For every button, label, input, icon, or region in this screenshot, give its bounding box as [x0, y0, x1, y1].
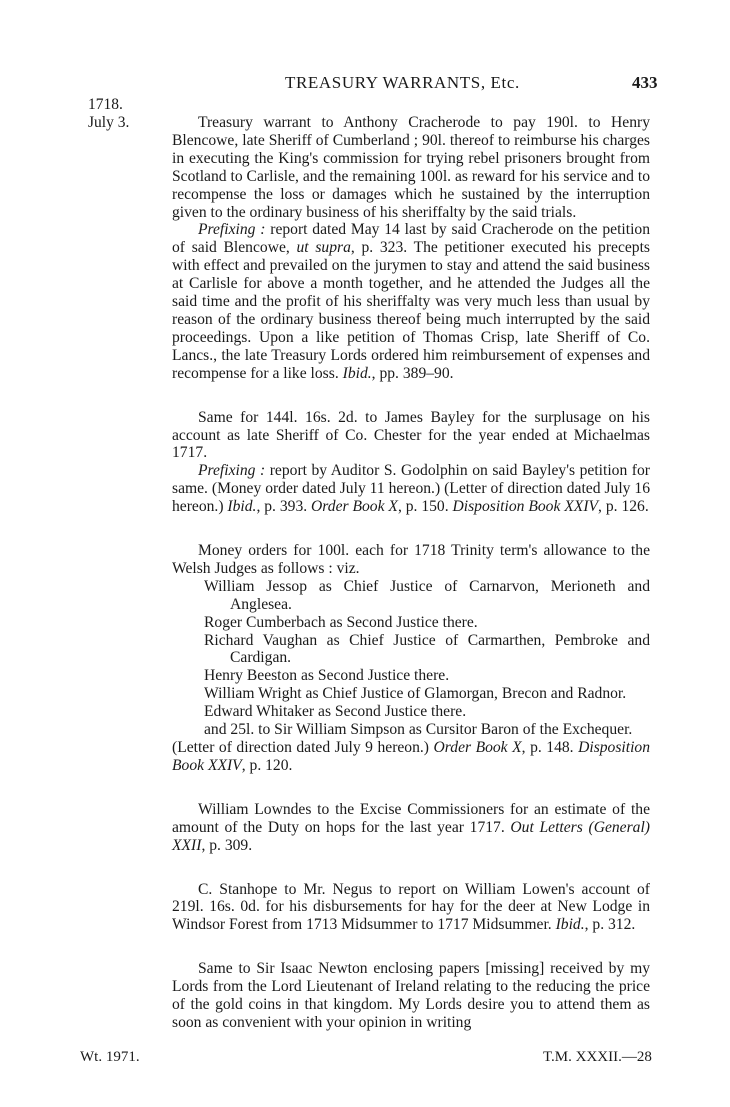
- disposition-book-ref: Disposition Book XXIV: [452, 498, 599, 516]
- judge-list-item: William Wright as Chief Justice of Glamorgan, Brecon and Radnor.: [204, 685, 627, 703]
- ibid-ref: Ibid.: [555, 916, 585, 934]
- page-number: 433: [632, 73, 658, 92]
- cracherode-warrant-text: Treasury warrant to Anthony Cracherode to pay 190l. to Henry Blencowe, late Sheriff of Cumberland ; 90l. thereof to reimburse his charges in executing the King's commission for trying rebel prisoners brought from Scotland to Carlisle, and the remaining 100l. as reward for his service and to recompense the loss or damages which he sustained by the interruption given to the ordinary business of his sheriffalty by the said trials.: [172, 114, 650, 221]
- judge-list-item: Henry Beeston as Second Justice there.: [204, 667, 450, 685]
- footer-signature-mark: T.M. XXXII.—28: [543, 1049, 652, 1065]
- footer-print-mark: Wt. 1971.: [80, 1049, 140, 1065]
- bayley-warrant-text: Same for 144l. 16s. 2d. to James Bayley for the surplusage on his account as late Sheriff of Co. Chester for the year ended at Michaelmas 1717.: [172, 408, 650, 462]
- lowndes-letter-paragraph: [172, 801, 650, 855]
- page-header-title: TREASURY WARRANTS, Etc.: [285, 73, 520, 92]
- judge-list-item: Roger Cumberbach as Second Justice there.: [204, 613, 478, 631]
- judge-list-item: and 25l. to Sir William Simpson as Cursitor Baron of the Exchequer.: [204, 721, 633, 739]
- out-letters-ref: Out Letters (General) XXII: [172, 818, 650, 854]
- stanhope-letter-text: C. Stanhope to Mr. Negus to report on William Lowen's account of 219l. 16s. 0d. for his disbursements for hay for the deer at New Lodge in Windsor Forest from 1713 Midsummer to 1717 Midsummer.: [172, 880, 650, 934]
- page-ref: , p. 309.: [201, 836, 253, 854]
- newton-letter-text: Same to Sir Isaac Newton enclosing papers [missing] received by my Lords from the Lord Lieutenant of Ireland relating to the reducing the price of the gold coins in that kingdom. My Lords desire you to attend them as soon as convenient with your opinion in writing: [172, 960, 650, 1031]
- page-ref: , p. 150.: [397, 498, 453, 516]
- judge-list-item: Edward Whitaker as Second Justice there.: [204, 703, 467, 721]
- page-ref: , p. 120.: [241, 756, 293, 774]
- page-ref: , p. 126.: [598, 498, 649, 516]
- page-ref: , p. 148.: [521, 739, 579, 756]
- prefixing-label: Prefixing :: [198, 221, 266, 239]
- margin-year: 1718.: [88, 96, 123, 113]
- ut-supra-ref: ut supra: [296, 239, 351, 257]
- ibid-ref: Ibid.: [227, 498, 257, 516]
- prefixing-text: report by Auditor S. Godolphin on said Bayley's petition for same. (Money order dated July 11 hereon.) (Letter of direction dated July 16 hereon.): [172, 462, 650, 516]
- prefixing-text-cont: , p. 323. The petitioner executed his precepts with effect and prevailed on the jurymen to stay and attend the said business at Carlisle for above a month together, and he attended the Judges all the said time and the profit of his sheriffalty was very much less than usual by reason of the ordinary business thereof being much interrupted by the said proceedings. Upon a like petition of Thomas Crisp, late Sheriff of Co. Lancs., the late Treasury Lords ordered him reimbursement of expenses and recompense for a like loss.: [172, 239, 650, 382]
- judge-list-item: Richard Vaughan as Chief Justice of Carmarthen, Pembroke and Cardigan.: [204, 631, 650, 667]
- cracherode-prefixing-paragraph: [172, 221, 650, 382]
- stanhope-letter-paragraph: [172, 881, 650, 935]
- bayley-prefixing-paragraph: [172, 462, 650, 516]
- prefixing-text: report dated May 14 last by said Cracherode on the petition of said Blencowe,: [172, 221, 650, 257]
- document-body: [172, 114, 650, 1032]
- ibid-ref: Ibid.: [342, 364, 372, 382]
- direction-text: (Letter of direction dated July 9 hereon.): [172, 739, 434, 756]
- page-ref: , p. 393.: [256, 498, 312, 516]
- welsh-judges-intro: Money orders for 100l. each for 1718 Trinity term's allowance to the Welsh Judges as follows : viz.: [172, 542, 650, 577]
- welsh-judges-direction: [172, 739, 650, 775]
- lowndes-letter-text: William Lowndes to the Excise Commissioners for an estimate of the amount of the Duty on hops for the last year 1717.: [172, 800, 650, 836]
- page-ref: , p. 312.: [584, 916, 636, 934]
- order-book-ref: Order Book X: [433, 739, 522, 756]
- prefixing-label: Prefixing :: [198, 462, 266, 480]
- disposition-book-ref: Disposition Book XXIV: [172, 739, 651, 774]
- order-book-ref: Order Book X: [311, 498, 398, 516]
- judge-list-item: William Jessop as Chief Justice of Carnarvon, Merioneth and Anglesea.: [204, 577, 650, 613]
- margin-date: July 3.: [88, 114, 130, 131]
- page-ref: , pp. 389–90.: [371, 364, 454, 382]
